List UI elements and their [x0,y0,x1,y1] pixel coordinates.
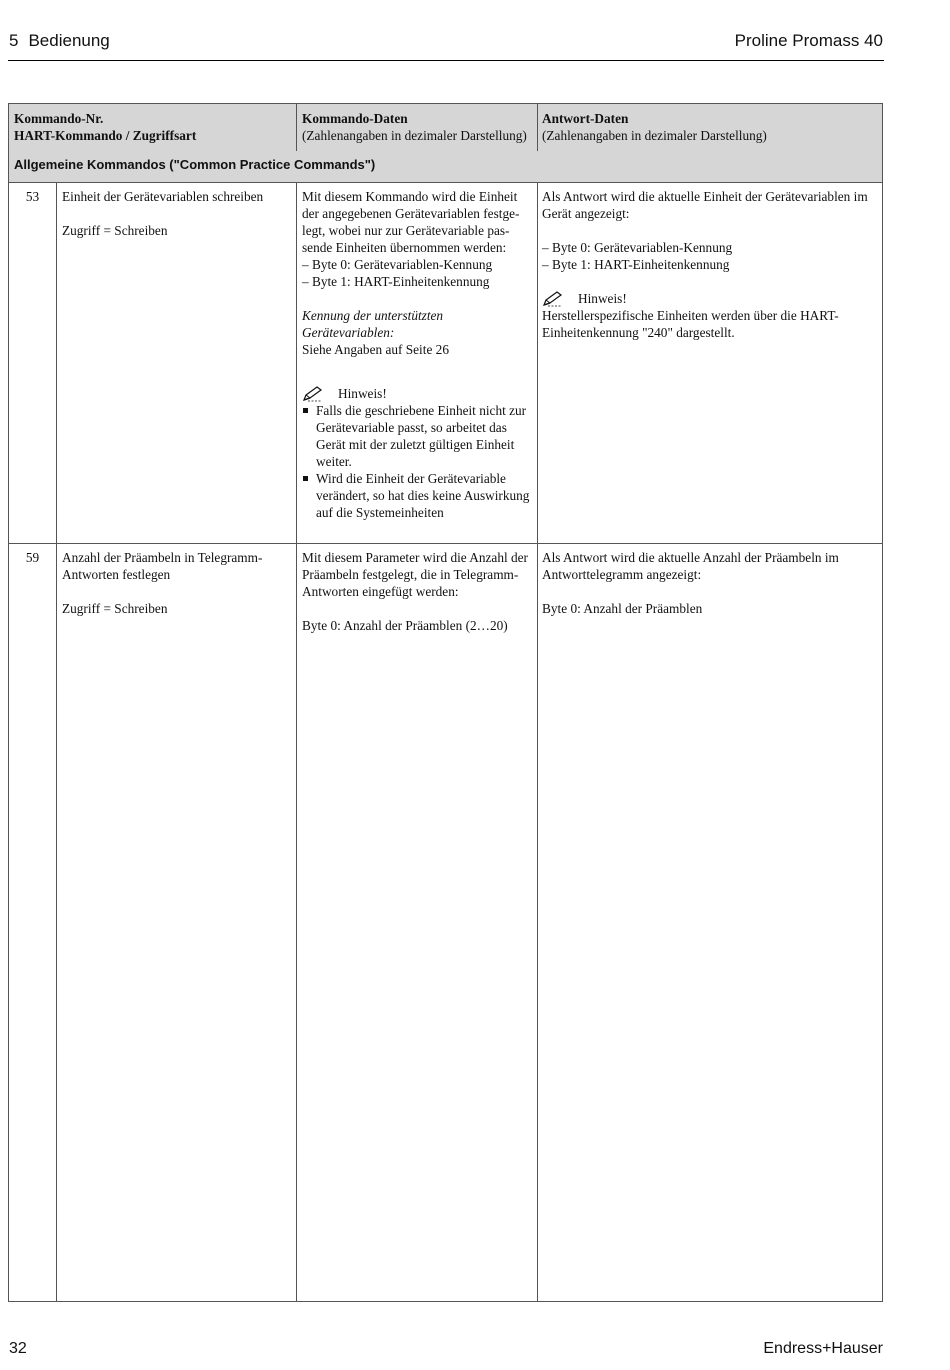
note-heading [542,290,880,307]
text-line: Antworten festlegen [62,567,171,582]
text-line: Gerät angezeigt: [542,206,630,221]
byte-item: – Byte 0: Gerätevariablen-Kennung [542,240,733,255]
row-59-number: 59 [25,550,40,565]
byte-item: – Byte 1: HART-Einheitenkennung [542,257,730,272]
note-label: Hinweis! [338,386,387,401]
text-line: Herstellerspezifische Einheiten werden über die HART- [542,308,839,323]
hart-command-table [8,103,883,1302]
brand-name: Endress+Hauser [763,1340,883,1357]
text-line: Wird die Einheit der Gerätevariable [316,471,506,486]
text-line: sende Einheiten übernommen werden: [302,240,507,255]
chapter-number: 5 [9,31,19,50]
text-line: Gerät mit der zuletzt gültigen Einheit [316,437,515,452]
text-line: Falls die geschriebene Einheit nicht zur [316,403,527,418]
text-line: Anzahl der Präambeln in Telegramm- [62,550,263,565]
column-header-command-subtitle: (Zahlenangaben in dezimaler Darstellung) [302,128,527,143]
text-line: Präambeln festgelegt, die in Telegramm- [302,567,519,582]
row-53-command-cell [302,188,534,521]
column-header-command [302,110,527,144]
row-53-number: 53 [25,189,40,204]
text-line: Gerätevariable passt, so arbeitet das [316,420,507,435]
column-header-number-line1: Kommando-Nr. [14,111,104,126]
column-header-command-title: Kommando-Daten [302,111,408,126]
column-divider [537,182,538,1302]
byte-item: – Byte 0: Gerätevariablen-Kennung [302,257,493,272]
header-divider [296,104,297,151]
row-59-name-cell [62,549,292,617]
text-line: weiter. [316,454,352,469]
column-header-number-line2: HART-Kommando / Zugriffsart [14,128,197,143]
note-bullet [302,470,534,521]
italic-line: Kennung der unterstützten [302,308,444,323]
pencil-note-icon [302,386,324,402]
row-53-name: Einheit der Gerätevariablen schreiben [62,189,264,204]
byte-item: Byte 0: Anzahl der Präamblen [542,601,703,616]
text-line: Mit diesem Parameter wird die Anzahl der [302,550,528,565]
text-line: Als Antwort wird die aktuelle Anzahl der Präambeln im [542,550,839,565]
bullet-square-icon [303,476,308,481]
page-header-chapter [9,31,110,51]
byte-item: – Byte 1: HART-Einheitenkennung [302,274,490,289]
command-intro [302,188,534,256]
text-line: legt, wobei nur zur Gerätevariable pas- [302,223,510,238]
chapter-title: Bedienung [28,31,110,50]
column-header-response-subtitle: (Zahlenangaben in dezimaler Darstellung) [542,128,767,143]
row-divider [9,182,882,183]
column-header-response [542,110,767,144]
header-divider [537,104,538,151]
page-reference: Siehe Angaben auf Seite 26 [302,342,449,357]
text-line: Einheitenkennung "240" dargestellt. [542,325,735,340]
row-59-response-cell [542,549,880,617]
bullet-square-icon [303,408,308,413]
text-line: verändert, so hat dies keine Auswirkung [316,488,530,503]
column-header-response-title: Antwort-Daten [542,111,629,126]
text-line: Antworttelegramm angezeigt: [542,567,702,582]
note-heading [302,385,534,402]
text-line: Antworten eingefügt werden: [302,584,459,599]
column-divider [56,182,57,1302]
pencil-note-icon [542,291,564,307]
byte-item: Byte 0: Anzahl der Präamblen (2…20) [302,618,508,633]
page-number: 32 [9,1340,27,1357]
column-header-number [14,110,196,144]
text-line: der angegebenen Gerätevariablen festge- [302,206,520,221]
note-label: Hinweis! [578,291,627,306]
italic-line: Gerätevariablen: [302,325,395,340]
text-line: Als Antwort wird die aktuelle Einheit der Gerätevariablen im [542,189,868,204]
row-59-access: Zugriff = Schreiben [62,601,168,616]
row-divider [9,543,882,544]
page-header-product: Proline Promass 40 [734,31,883,50]
row-53-name-cell [62,188,292,239]
row-53-response-cell [542,188,880,341]
text-line: Mit diesem Kommando wird die Einheit [302,189,518,204]
note-bullet [302,402,534,470]
header-rule [8,60,884,61]
row-53-access: Zugriff = Schreiben [62,223,168,238]
row-59-command-cell [302,549,534,634]
section-title: Allgemeine Kommandos ("Common Practice Commands") [14,157,376,172]
column-divider [296,182,297,1302]
text-line: auf die Systemeinheiten [316,505,444,520]
